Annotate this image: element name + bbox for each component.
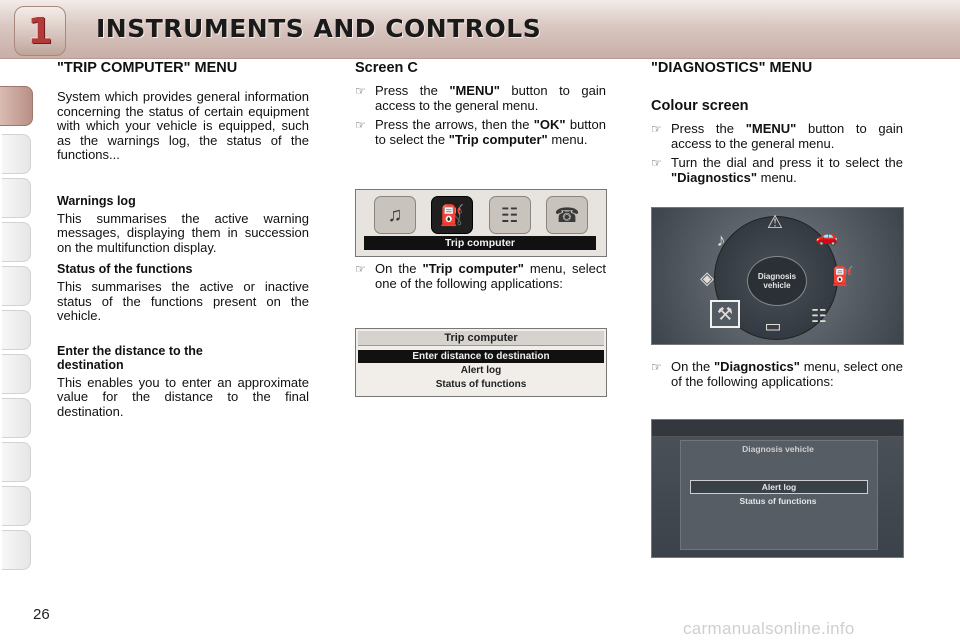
page-title: INSTRUMENTS AND CONTROLS [96, 14, 542, 43]
fuel-pump-icon: ⛽ [431, 196, 473, 234]
chapter-tab-9[interactable] [2, 442, 31, 482]
phone-icon: ☎ [546, 196, 588, 234]
chapter-tab-6[interactable] [2, 310, 31, 350]
enter-distance-text: This enables you to enter an approximate value for the distance to the final destination. [57, 374, 309, 419]
menu-icon-row [374, 196, 588, 232]
diagnostics-column [651, 60, 903, 190]
dial-center-label: Diagnosis vehicle [747, 256, 807, 306]
warnings-log-text: This summarises the active warning messages, displaying them in succession on the multifunction display. [57, 210, 309, 255]
tools-icon: ⚒ [710, 300, 740, 328]
status-functions-heading: Status of the functions [57, 262, 193, 276]
list-item: Alert log [460, 365, 502, 376]
pointing-hand-icon: ☞ [355, 118, 366, 132]
chapter-tab-10[interactable] [2, 486, 31, 526]
pointing-hand-icon: ☞ [355, 262, 366, 276]
chapter-badge [14, 6, 66, 56]
chapter-tab-4[interactable] [2, 222, 31, 262]
pointing-hand-icon: ☞ [355, 84, 366, 98]
list-item: Status of functions [435, 379, 527, 390]
chapter-tab-8[interactable] [2, 398, 31, 438]
audio-icon: ♫ [374, 196, 416, 234]
page-header [0, 0, 960, 59]
diagnostics-step-1: ☞ Press the "MENU" button to gain access to the general menu. [651, 121, 903, 151]
diagnostics-step-2: ☞ Turn the dial and press it to select the "Diagnostics" menu. [651, 155, 903, 185]
settings-sliders-icon: ☷ [489, 196, 531, 234]
equalizer-icon: ☷ [810, 305, 828, 326]
trip-computer-intro: System which provides general information concerning the status of certain equipment with which your vehicle is equipped, such as the warnings log, the status of the functions... [57, 89, 309, 162]
screen-c-step-2: ☞ Press the arrows, then the "OK" button to select the "Trip computer" menu. [355, 117, 606, 147]
menu-selected-label: Trip computer [364, 236, 596, 250]
list-item: Status of functions [739, 496, 817, 506]
diagnostics-step-3: ☞ On the "Diagnostics" menu, select one of the following applications: [651, 359, 904, 389]
list-title: Trip computer [358, 331, 604, 346]
diagnostics-step-3-wrap [651, 360, 903, 394]
fuel-icon: ⛽ [831, 265, 855, 286]
pointing-hand-icon: ☞ [651, 156, 662, 170]
chapter-tab-5[interactable] [2, 266, 31, 306]
car-icon: 🚗 [815, 225, 839, 246]
chapter-number: 1 [27, 10, 53, 52]
colour-screen-heading: Colour screen [651, 98, 749, 114]
chapter-tab-11[interactable] [2, 530, 31, 570]
screen-c-general-menu-image [355, 189, 607, 257]
trip-computer-title: "TRIP COMPUTER" MENU [57, 60, 238, 76]
screen-status-bar [652, 420, 903, 437]
diagnostics-title: "DIAGNOSTICS" MENU [651, 60, 813, 76]
screen-c-column [355, 60, 606, 152]
pointing-hand-icon: ☞ [651, 122, 662, 136]
trip-computer-column [57, 60, 309, 419]
watermark: carmanualsonline.info [683, 619, 855, 638]
screen-c-title: Screen C [355, 60, 418, 76]
pointing-hand-icon: ☞ [651, 360, 662, 374]
chapter-tab-2[interactable] [2, 134, 31, 174]
colour-screen-dial-image [651, 207, 904, 345]
navigation-icon: ◈ [700, 267, 714, 288]
warnings-log-heading: Warnings log [57, 193, 136, 208]
list-title: Diagnosis vehicle [742, 444, 814, 454]
warning-triangle-icon: ⚠ [766, 211, 784, 232]
card-icon: ▭ [764, 315, 782, 336]
status-functions-text: This summarises the active or inactive status of the functions present on the vehicle. [57, 279, 309, 323]
screen-c-step-3: ☞ On the "Trip computer" menu, select one of the following applications: [355, 261, 606, 291]
screen-c-step-3-wrap [355, 262, 606, 296]
chapter-tab-3[interactable] [2, 178, 31, 218]
chapter-tabs [0, 68, 34, 578]
screen-c-step-1: ☞ Press the "MENU" button to gain access to the general menu. [355, 83, 606, 113]
diagnosis-list-image [651, 419, 904, 558]
list-item: Enter distance to destination [358, 350, 604, 363]
music-icon: ♪ [716, 229, 726, 250]
chapter-tab-7[interactable] [2, 354, 31, 394]
list-item: Alert log [690, 480, 868, 494]
trip-computer-list-image [355, 328, 607, 397]
chapter-tab-1[interactable] [0, 86, 33, 126]
page-number: 26 [33, 606, 50, 623]
enter-distance-heading: Enter the distance to the destination [57, 343, 203, 372]
